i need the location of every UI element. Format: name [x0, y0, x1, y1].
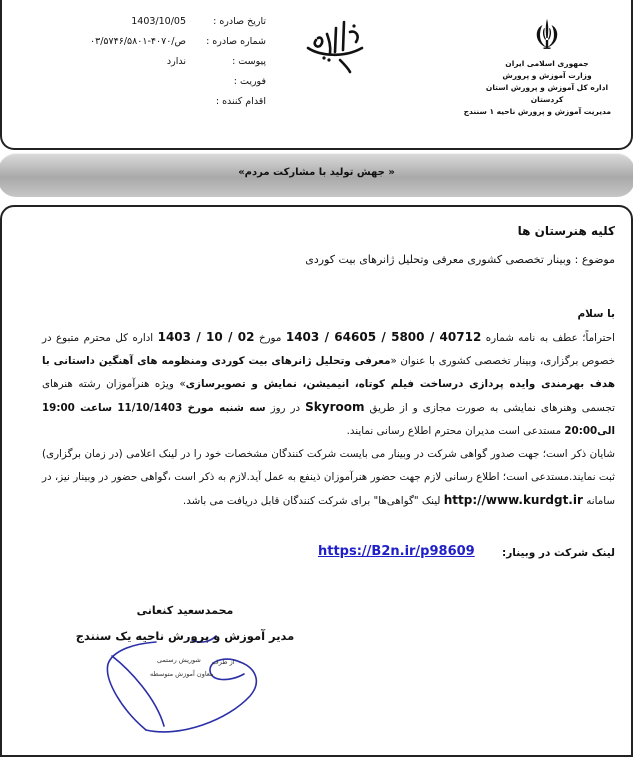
slogan-text: « جهش تولید با مشارکت مردم» — [238, 167, 395, 178]
attachment-row — [78, 52, 266, 72]
issue-number-value: ۰۳/۵۷۴۶/۵۸۰۱-۴۰۷۰/ص — [90, 36, 186, 47]
reference-date: 02 / 10 / 1403 — [157, 330, 255, 344]
deputy-name: شوریش رستمی — [157, 656, 201, 664]
org-line: کردستان — [530, 95, 564, 104]
p1-text: احتراماً؛ عطف به نامه شماره — [485, 332, 615, 344]
salutation: با سلام — [577, 308, 615, 320]
p1-text: اداره کل محترم متبوع در خصوص برگزاری، وبینار تخصصی کشوری با عنوان « — [42, 332, 615, 367]
urgency-label: فوریت : — [233, 76, 266, 87]
issue-number-label: شماره صادره : — [206, 36, 266, 47]
org-line: جمهوری اسلامی ایران — [505, 59, 589, 68]
signer-name: محمدسعید کنعانی — [136, 604, 234, 617]
bismihi-taala-calligraphy — [300, 12, 372, 74]
issue-number-row — [78, 32, 266, 52]
signer-title: مدیر آموزش و پرورش ناحیه یک سنندج — [75, 629, 295, 643]
platform-name: Skyroom — [305, 400, 365, 414]
letter-metadata — [78, 12, 266, 112]
deputy-role: معاون آموزش متوسطه — [150, 670, 214, 678]
action-row — [78, 92, 266, 112]
issue-date-row — [78, 12, 266, 32]
on-behalf-label: از طرف — [212, 658, 235, 666]
webinar-datetime: سه شنبه مورخ 11/10/1403 ساعت 19:00 الی20:00 — [42, 402, 615, 437]
addressee: کلیه هنرستان ها — [517, 224, 615, 238]
organization-block — [463, 16, 611, 118]
subject-line: موضوع : وبینار تخصصی کشوری معرفی وتحلیل ژانرهای بیت کوردی — [305, 253, 615, 266]
org-line: وزارت آموزش و پرورش — [502, 71, 592, 80]
org-line: اداره کل آموزش و پرورش استان — [485, 83, 609, 92]
certificate-site: http://www.kurdgt.ir — [443, 493, 583, 507]
p2-text: لینک "گواهی‌ها" برای شرکت کنندگان قابل دریافت می باشد. — [182, 495, 441, 507]
attachment-label: پیوست : — [232, 56, 266, 67]
urgency-row — [78, 72, 266, 92]
webinar-title: معرفی وتحلیل ژانرهای بیت کوردی ومنظومه های آهنگین داستانی با هدف بهرمندی وایده پردازی درساخت فیلم کوتاه، انیمیشن، نمایش و تصویرسازی — [42, 355, 615, 390]
iran-emblem-icon — [527, 16, 567, 56]
action-label: اقدام کننده : — [215, 96, 266, 107]
p1-text: » ویژه هنرآموزان رشته هنرهای تجسمی وهنرهای نمایشی به صورت مجازی و از طریق — [42, 378, 615, 414]
letter-paragraphs — [42, 326, 615, 513]
p1-text: مستدعی است مدیران محترم اطلاع رسانی نمایند. — [346, 425, 562, 437]
attachment-value: ندارد — [166, 56, 186, 67]
slogan-banner — [0, 153, 633, 197]
p1-text: مورخ — [258, 332, 282, 344]
webinar-link[interactable]: https://B2n.ir/p98609 — [318, 544, 475, 559]
reference-number: 40712 / 5800 / 64605 / 1403 — [285, 330, 482, 344]
webinar-link-label: لینک شرکت در وبینار: — [502, 547, 615, 559]
issue-date-value: 1403/10/05 — [131, 16, 186, 27]
p2-text: شایان ذکر است؛ جهت صدور گواهی شرکت در وبینار می بایست شرکت کنندگان مشخصات خود را در لینک اعلامی (در زمان برگزاری) ثبت نمایند.مستدعی است؛ اطلاع رسانی لازم جهت حضور هنرآموزان ذینفع به عمل آید.لازم به ذکر است ،گواهی حضور در وبینار نیز، در سامانه — [42, 448, 615, 507]
issue-date-label: تاریخ صادره : — [213, 16, 266, 27]
p1-text: در روز — [270, 402, 301, 414]
handwritten-signature — [60, 570, 310, 740]
org-line: مدیریت آموزش و پرورش ناحیه ۱ سنندج — [463, 107, 611, 116]
